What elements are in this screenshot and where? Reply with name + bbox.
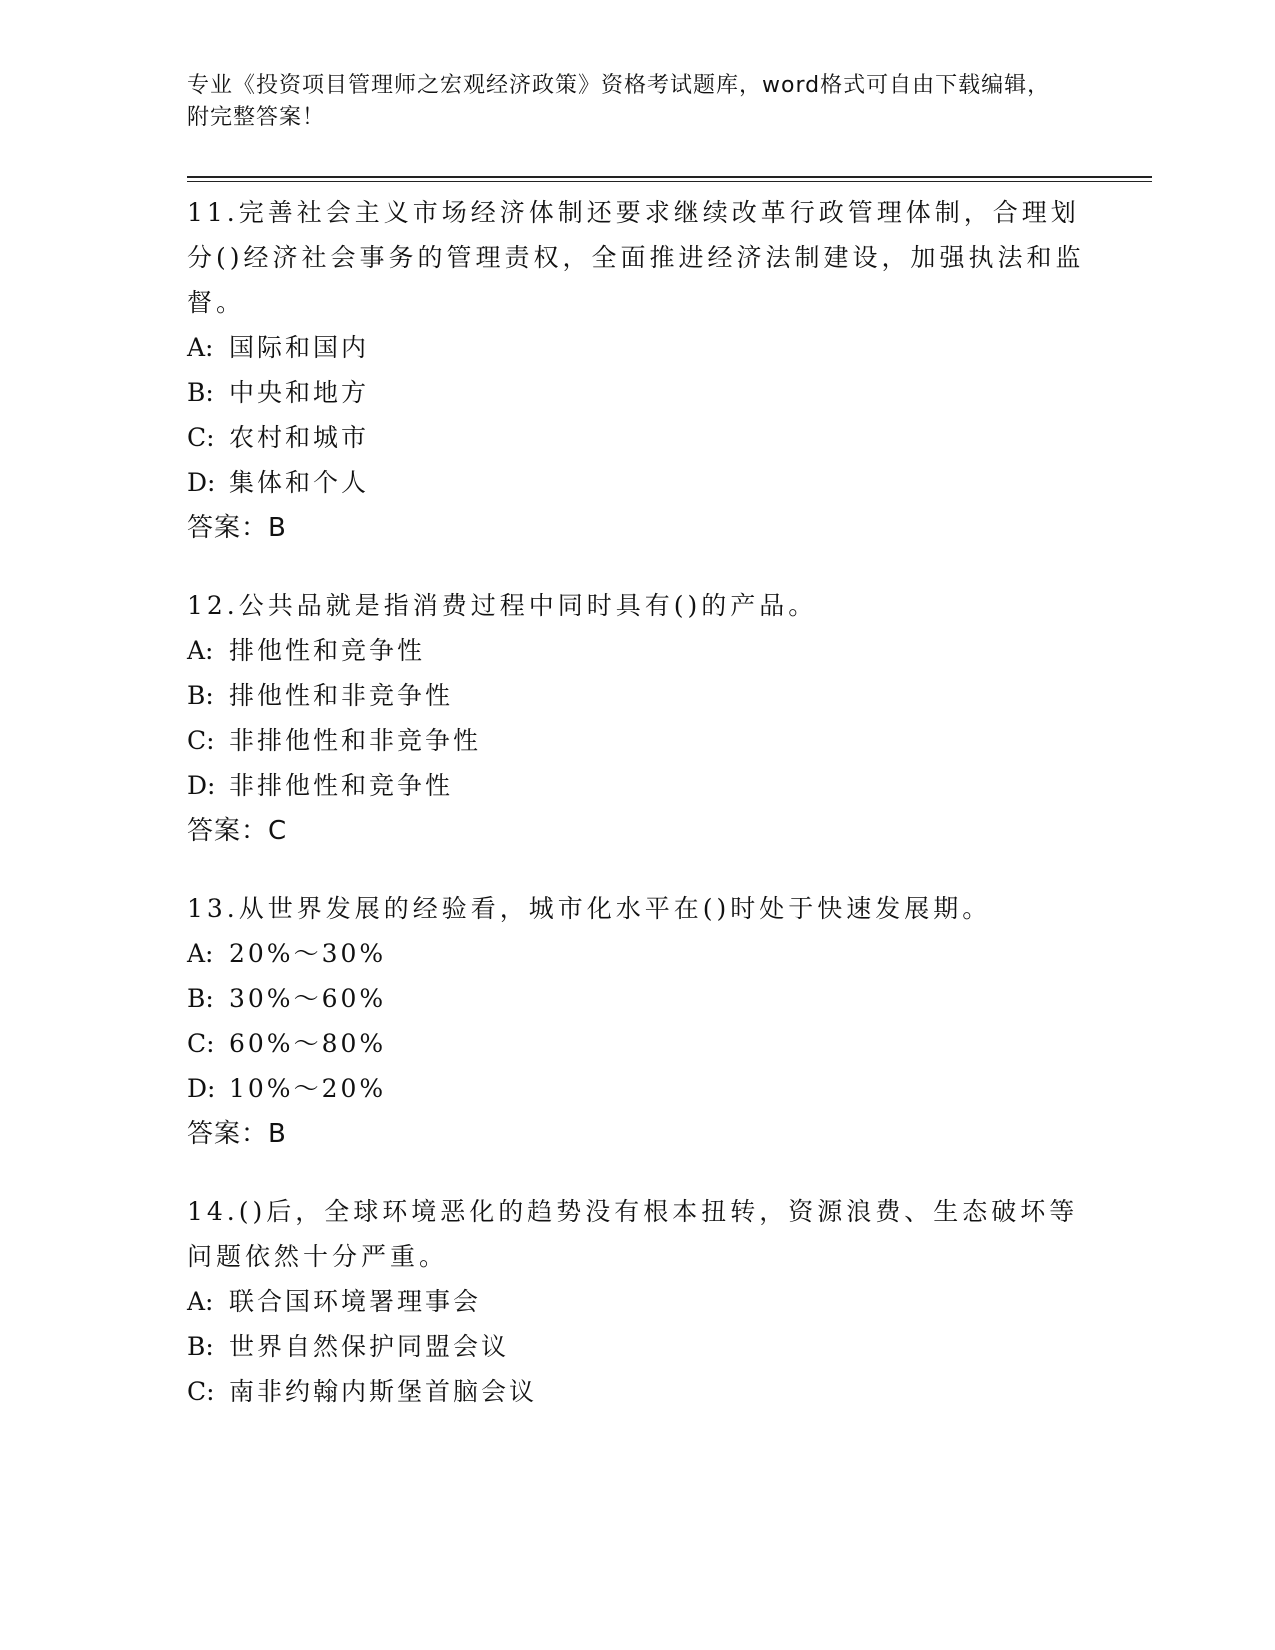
answer-line: 答案：B [187, 1119, 287, 1149]
option-text: 世界自然保护同盟会议 [229, 1332, 510, 1361]
option-text: 中央和地方 [229, 378, 370, 407]
option-b [187, 673, 1087, 718]
option-letter: C: [187, 1377, 215, 1406]
option-letter: D: [187, 1074, 216, 1103]
option-a [187, 931, 1087, 976]
document-header: 专业《投资项目管理师之宏观经济政策》资格考试题库，word格式可自由下载编辑，附完整答案！ [187, 73, 1051, 130]
option-letter: D: [187, 468, 216, 497]
question-11 [187, 190, 1087, 551]
option-c [187, 415, 1087, 460]
question-stem: 11.完善社会主义市场经济体制还要求继续改革行政管理体制，合理划分()经济社会事务的管理责权，全面推进经济法制建设，加强执法和监督。 [187, 198, 1085, 317]
question-14 [187, 1189, 1087, 1414]
option-text: 集体和个人 [229, 468, 370, 497]
header-rule-thin [187, 181, 1152, 182]
option-letter: B: [187, 984, 214, 1013]
option-a [187, 1279, 1087, 1324]
option-c [187, 1369, 1087, 1414]
question-stem: 12.公共品就是指消费过程中同时具有()的产品。 [187, 591, 818, 620]
option-letter: A: [187, 636, 214, 665]
answer-line: 答案：B [187, 513, 287, 543]
option-a [187, 628, 1087, 673]
option-d [187, 1066, 1087, 1111]
option-text: 排他性和竞争性 [229, 636, 426, 665]
option-letter: C: [187, 423, 215, 452]
option-text: 非排他性和竞争性 [229, 771, 454, 800]
question-12 [187, 583, 1087, 854]
option-letter: D: [187, 771, 216, 800]
option-c [187, 718, 1087, 763]
option-letter: C: [187, 1029, 215, 1058]
option-d [187, 460, 1087, 505]
question-stem: 14.()后，全球环境恶化的趋势没有根本扭转，资源浪费、生态破坏等问题依然十分严重。 [187, 1197, 1079, 1271]
answer-line: 答案：C [187, 816, 288, 846]
option-letter: C: [187, 726, 215, 755]
option-letter: A: [187, 939, 214, 968]
option-b [187, 370, 1087, 415]
question-list [187, 190, 1087, 1446]
header-rule-thick [187, 176, 1152, 178]
option-d [187, 763, 1087, 808]
option-a [187, 325, 1087, 370]
question-stem: 13.从世界发展的经验看，城市化水平在()时处于快速发展期。 [187, 894, 992, 923]
option-text: 非排他性和非竞争性 [229, 726, 482, 755]
option-letter: A: [187, 333, 214, 362]
option-b [187, 1324, 1087, 1369]
option-text: 农村和城市 [229, 423, 370, 452]
question-13 [187, 886, 1087, 1157]
option-text: 20%～30% [229, 939, 387, 968]
option-letter: B: [187, 1332, 214, 1361]
option-letter: A: [187, 1287, 214, 1316]
option-text: 联合国环境署理事会 [229, 1287, 482, 1316]
option-c [187, 1021, 1087, 1066]
option-letter: B: [187, 681, 214, 710]
option-text: 南非约翰内斯堡首脑会议 [229, 1377, 538, 1406]
option-text: 排他性和非竞争性 [229, 681, 454, 710]
option-text: 30%～60% [229, 984, 387, 1013]
option-letter: B: [187, 378, 214, 407]
option-text: 国际和国内 [229, 333, 370, 362]
option-text: 60%～80% [229, 1029, 387, 1058]
option-text: 10%～20% [229, 1074, 387, 1103]
option-b [187, 976, 1087, 1021]
